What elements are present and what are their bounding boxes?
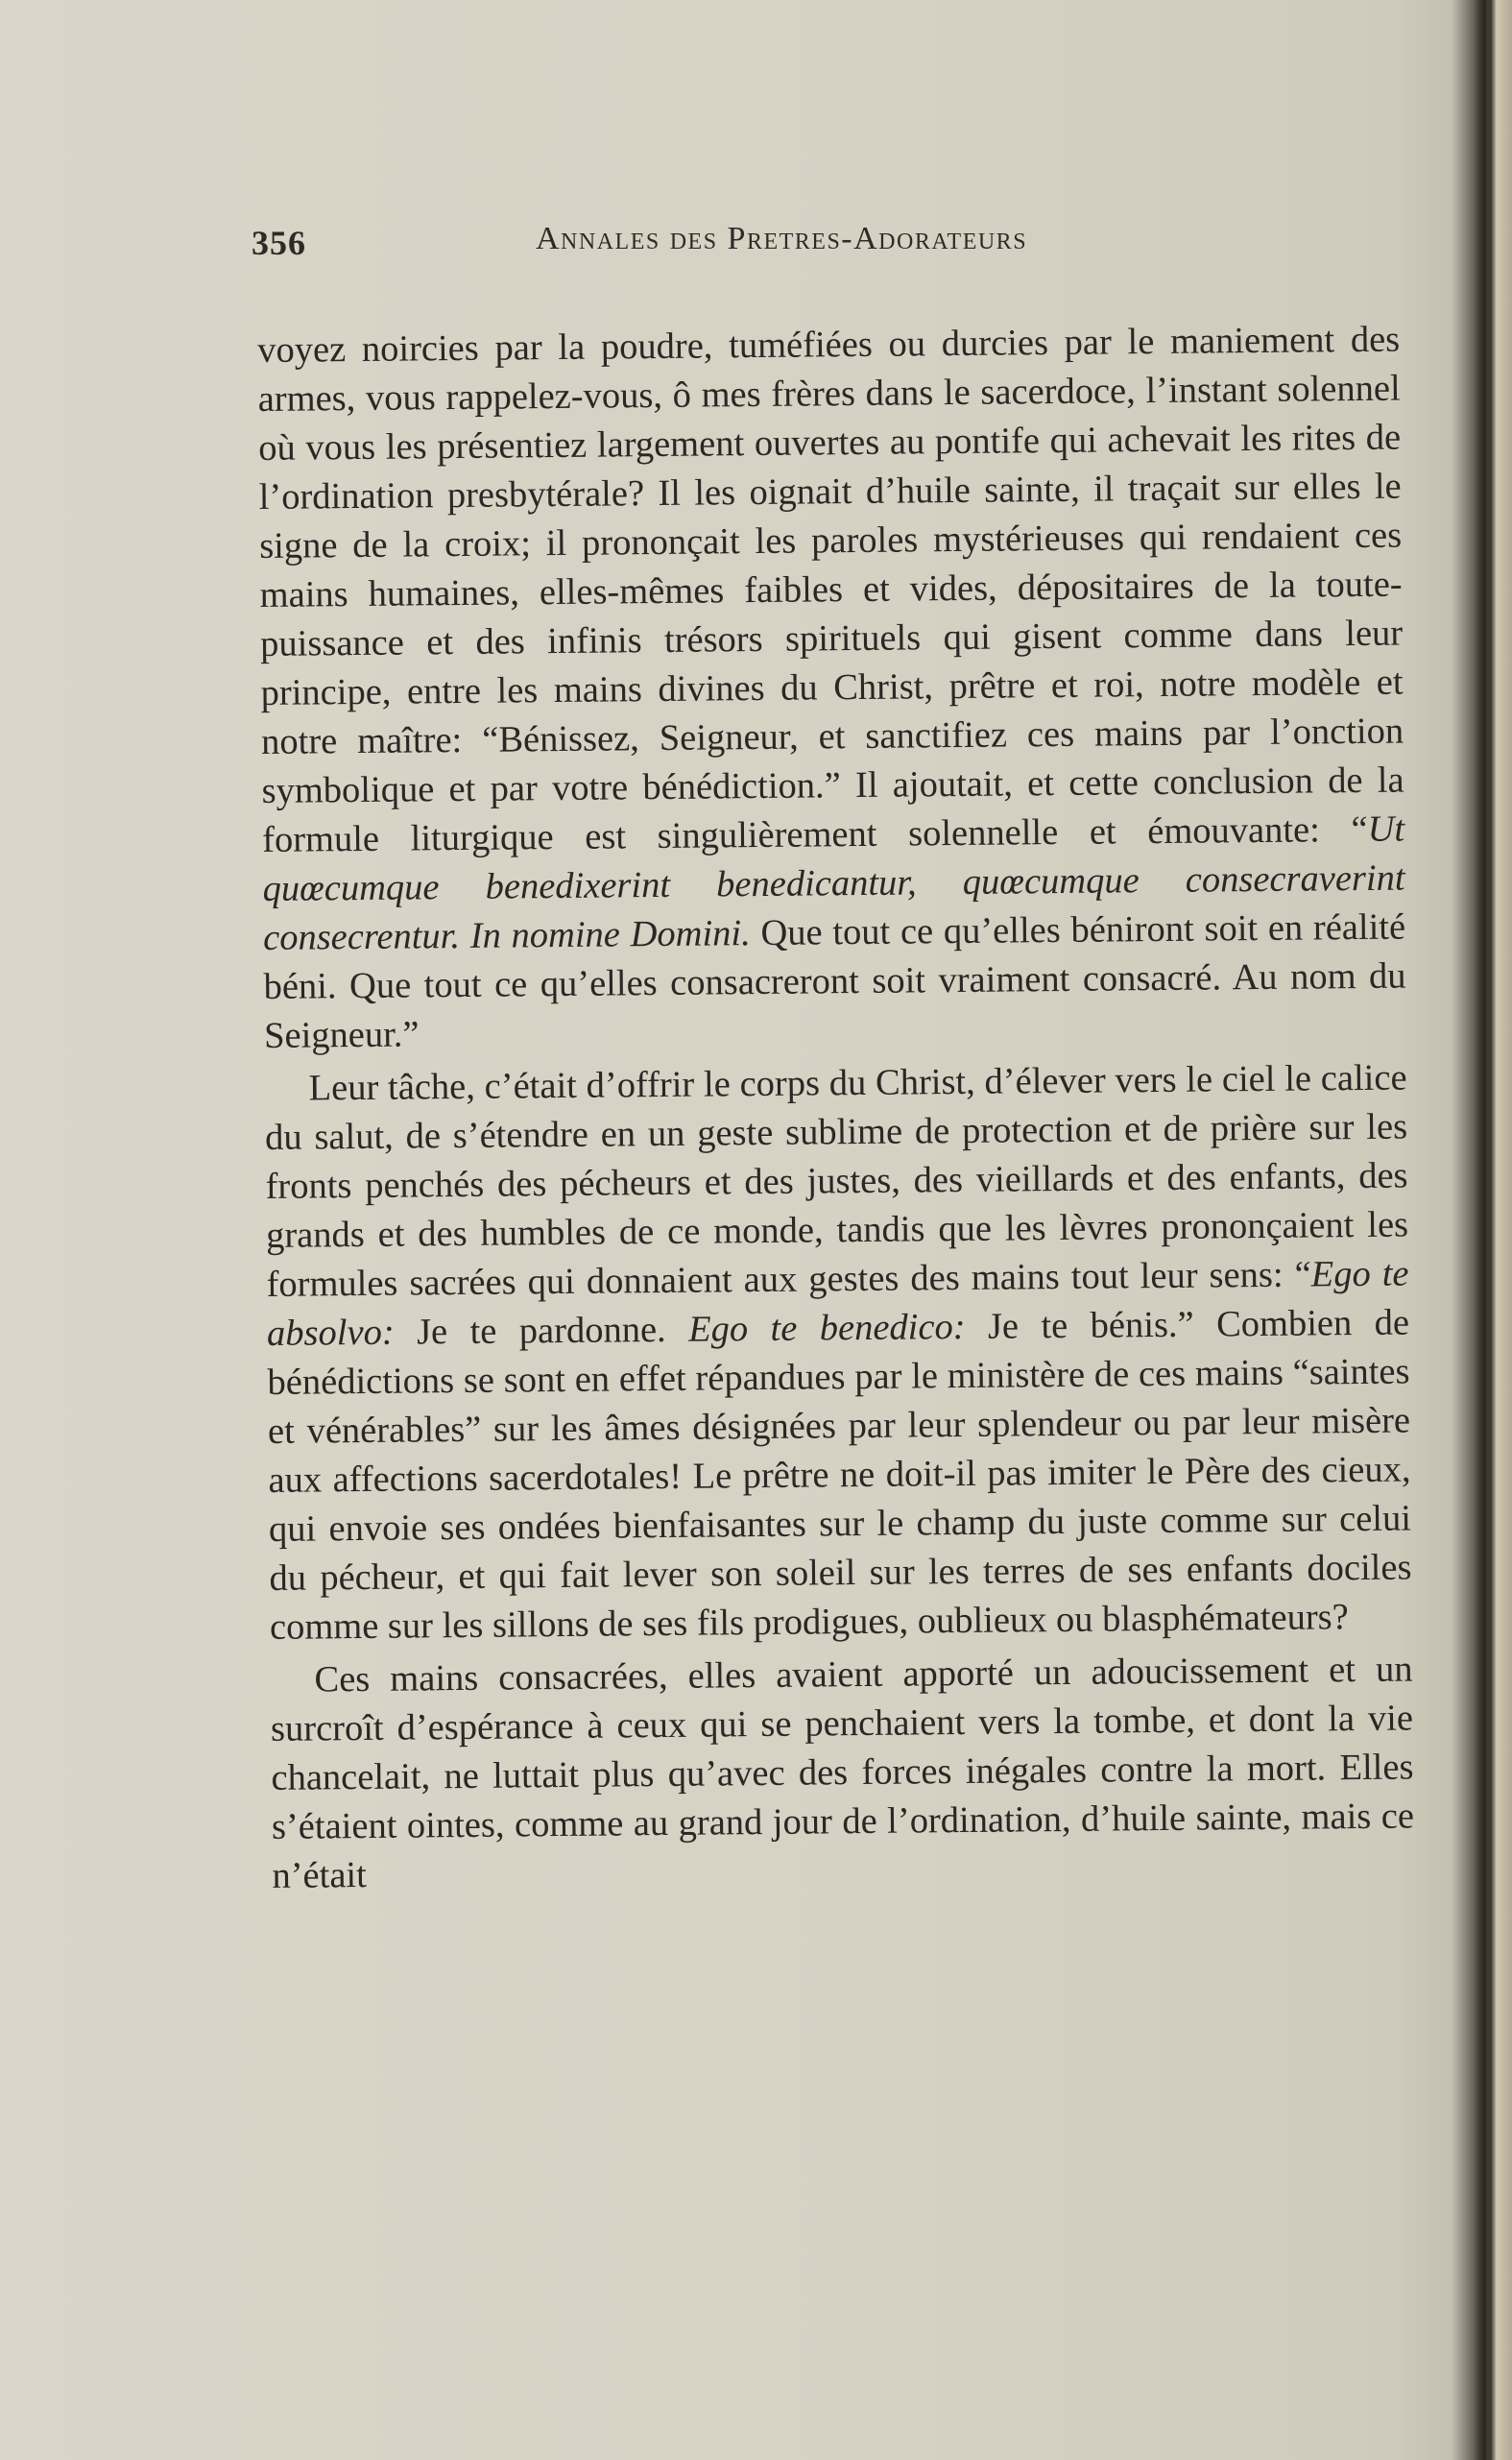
text-segment: Que tout ce qu’elles béniront soit en réalité béni. Que tout ce qu’elles consacreront soit vraiment consacré. Au nom du Seigneur.” — [263, 906, 1406, 1056]
paragraph — [257, 316, 1406, 1061]
text-segment: Je te bénis.” Combien de bénédictions se sont en effet répandues par le ministère de ces mains “saintes et vénérables” sur les âmes désignées par leur splendeur ou par leur misère aux affections sacerdotales! Le prêtre ne doit-il pas imiter le Père des cieux, qui envoie ses ondées bienfaisantes sur le champ du juste comme sur celui du pécheur, et qui fait lever son soleil sur les terres de ses enfants dociles comme sur les sillons de ses fils prodigues, oublieux ou blasphémateurs? — [267, 1302, 1412, 1648]
latin-quote: Ego te benedico: — [687, 1306, 966, 1350]
page-gutter-shadow — [1474, 0, 1512, 2460]
latin-quote: Ego te absolvo: — [266, 1253, 1409, 1354]
text-segment: Leur tâche, c’était d’offrir le corps du Christ, d’élever vers le ciel le calice du salut, de s’étendre en un geste sublime de protection et de prière sur les fronts penchés des pécheurs et des justes, des vieillards et des enfants, des grands et des humbles de ce monde, tandis que les lèvres prononçaient les formules sacrées qui donnaient aux gestes des mains tout leur sens: “ — [264, 1057, 1409, 1305]
paragraph — [264, 1054, 1412, 1652]
text-segment: Ces mains consacrées, elles avaient apporté un adoucissement et un surcroît d’espérance à ceux qui se penchaient vers la tombe, et dont la vie chancelait, ne luttait plus qu’avec des forces inégales contre la mort. Elles s’étaient ointes, comme au grand jour de l’ordination, d’huile sainte, mais ce n’était — [270, 1649, 1415, 1896]
page-header — [252, 217, 1096, 265]
page-number: 356 — [252, 224, 306, 262]
text-segment: voyez noircies par la poudre, tuméfiées ou durcies par le maniement des armes, vous rappelez-vous, ô mes frères dans le sacerdoce, l’instant solennel où vous les présentiez largement ouvertes au pontife qui achevait les rites de l’ordination presbytérale? Il les oignait d’huile sainte, il traçait sur elles le signe de la croix; il prononçait les paroles mystérieuses qui rendaient ces mains humaines, elles-mêmes faibles et vides, dépositaires de la toute-puissance et des infinis trésors spirituels qui gisent comme dans leur principe, entre les mains divines du Christ, prêtre et roi, notre modèle et notre maître: “Bénissez, Seigneur, et sanctifiez ces mains par l’onction symbolique et par votre bénédiction.” Il ajoutait, et cette conclusion de la formule liturgique est singulièrement solennelle et émouvante: “ — [257, 319, 1404, 860]
text-segment: Je te pardonne. — [394, 1309, 689, 1353]
paragraph — [270, 1646, 1414, 1901]
latin-quote: Ut quœcumque benedixerint benedicantur, quœcumque consecraverint consecrentur. In nomine Domini. — [262, 808, 1405, 958]
body-text — [257, 316, 1415, 1901]
running-head: Annales des Pretres-Adorateurs — [536, 221, 1028, 256]
